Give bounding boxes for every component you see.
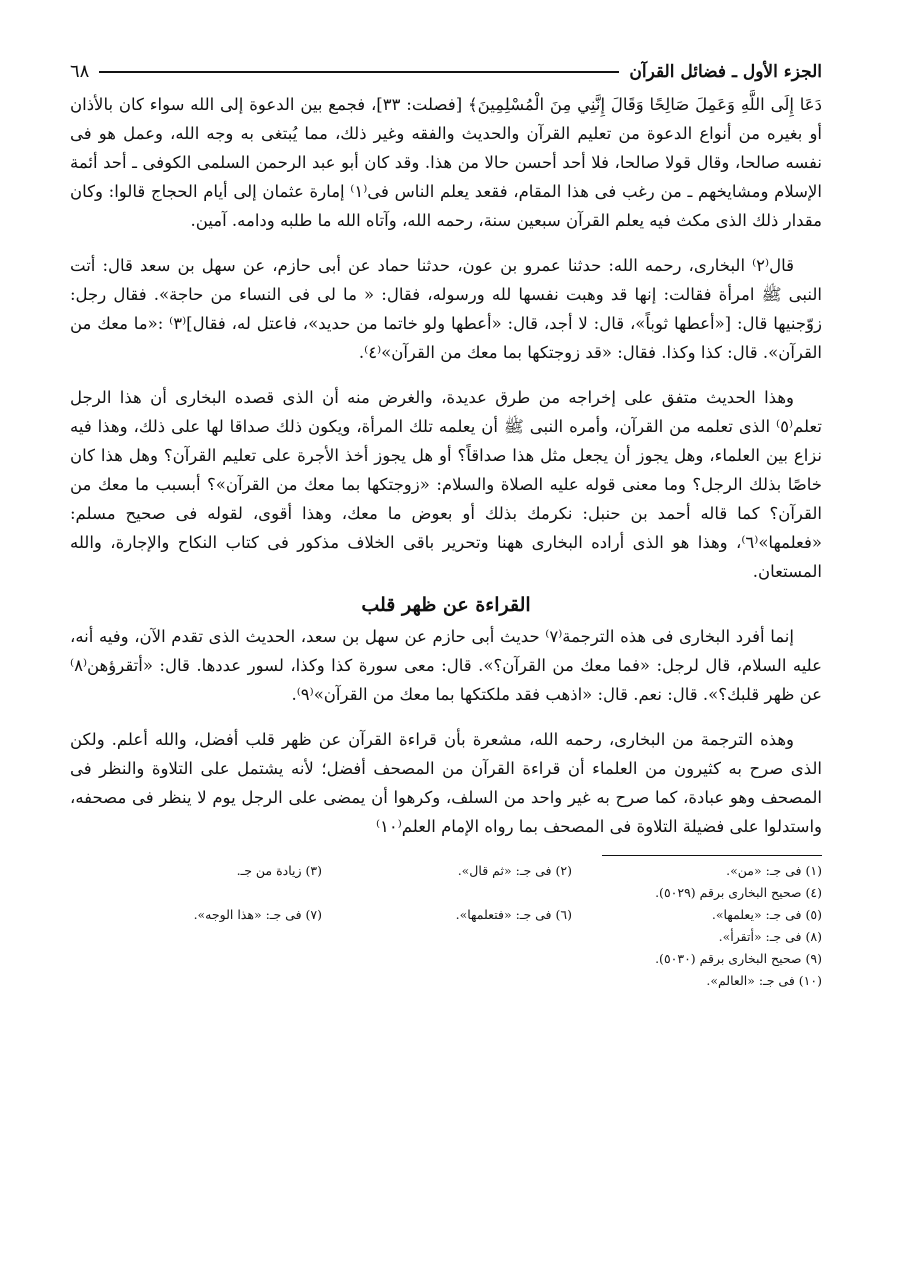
footnote-row bbox=[70, 948, 822, 970]
footnote: (٥) فى جـ: «يعلمها». bbox=[711, 907, 822, 922]
document-page bbox=[70, 58, 822, 992]
paragraph-gap bbox=[70, 235, 822, 251]
footnote-row bbox=[70, 860, 822, 882]
footnote-row bbox=[70, 970, 822, 992]
paragraph: قال⁽٢⁾ البخارى، رحمه الله: حدثنا عمرو بن عون، حدثنا حماد عن أبى حازم، عن سهل بن سعد قال: أتت النبى ﷺ امرأة فقالت: إنها قد وهبت نفسها لله ورسوله، فقال: « ما لى فى النساء من حاجة». فقال رجل: زوّجنيها قال: [«أعطها ثوباً»، قال: لا أجد، قال: «أعطها ولو خاتما من حديد»، فاعتل له، فقال]⁽٣⁾ :«ما معك من القرآن». قال: كذا وكذا. فقال: «قد زوجتكها بما معك من القرآن»⁽٤⁾. bbox=[70, 256, 822, 362]
paragraph: دَعَا إِلَى اللَّهِ وَعَمِلَ صَالِحًا وَقَالَ إِنَّنِي مِنَ الْمُسْلِمِينَ﴾ [فصلت: ٣٣]، فجمع بين الدعوة إلى الله سواء كان بالأذان أو بغيره من أنواع الدعوة من تعليم القرآن والحديث والفقه وغير ذلك، مما يُبتغى به وجه الله، وعمل هو فى نفسه صالحا، وقال قولا صالحا، فلا أحد أحسن حالا من هذا. وقد كان أبو عبد الرحمن السلمى الكوفى ـ أحد أئمة الإسلام ومشايخهم ـ من رغب فى هذا المقام، فقعد يعلم الناس فى⁽١⁾ إمارة عثمان إلى أيام الحجاج قالوا: وكان مقدار ذلك الذى مكث فيه يعلم القرآن سبعين سنة، رحمه الله، وآتاه الله ما طلبه ودامه. آمين. bbox=[70, 95, 822, 230]
footnote-row bbox=[70, 904, 822, 926]
footnote: (٨) فى جـ: «أتقرأ». bbox=[718, 929, 822, 944]
footnote: (٧) فى جـ: «هذا الوجه». bbox=[193, 907, 322, 922]
footnote-row bbox=[70, 926, 822, 948]
footnote: (١٠) فى جـ: «العالم». bbox=[706, 973, 822, 988]
footnote: (٤) صحيح البخارى برقم (٥٠٢٩). bbox=[655, 885, 822, 900]
paragraph-gap bbox=[70, 709, 822, 725]
footnote-separator bbox=[602, 855, 822, 856]
paragraph: وهذه الترجمة من البخارى، رحمه الله، مشعرة بأن قراءة القرآن عن ظهر قلب أفضل، والله أعلم. ولكن الذى صرح به كثيرون من العلماء أن قراءة القرآن من المصحف أفضل؛ لأنه يشتمل على التلاوة والنظر فى المصحف وهو عبادة، كما صرح به غير واحد من السلف، وكرهوا أن يمضى على الرجل يوم لا ينظر فى مصحفه، واستدلوا على فضيلة التلاوة فى المصحف بما رواه الإمام العلم⁽١٠⁾ bbox=[70, 730, 822, 836]
section-heading: القراءة عن ظهر قلب bbox=[361, 594, 531, 616]
footnote: (٩) صحيح البخارى برقم (٥٠٣٠). bbox=[655, 951, 822, 966]
running-title: الجزء الأول ـ فضائل القرآن bbox=[629, 62, 822, 82]
footnote: (٢) فى جـ: «ثم قال». bbox=[457, 863, 572, 878]
header-rule bbox=[99, 71, 619, 73]
footnotes bbox=[70, 860, 822, 992]
footnote: (٦) فى جـ: «فتعلمها». bbox=[455, 907, 572, 922]
footnote-row bbox=[70, 882, 822, 904]
footnote: (٣) زيادة من جـ. bbox=[236, 863, 322, 878]
paragraph: وهذا الحديث متفق على إخراجه من طرق عديدة، والغرض منه أن الذى قصده البخارى أن هذا الرجل تعلم⁽٥⁾ الذى تعلمه من القرآن، وأمره النبى ﷺ أن يعلمه تلك المرأة، ويكون ذلك صداقا لها على ذلك، وهذا فيه نزاع بين العلماء، وهل يجوز أن يجعل مثل هذا صداقاً؟ أو هل يجوز أخذ الأجرة على تعليم القرآن؟ وهل هذا كان خاصًا بذلك الرجل؟ وما معنى قوله عليه الصلاة والسلام: «زوجتكها بما معك من القرآن»؟ أبسبب ما معك من القرآن؟ كما قاله أحمد بن حنبل: نكرمك بذلك أو بعوض ما معك، وهذا أقوى، لقوله فى صحيح مسلم: «فعلمها»⁽٦⁾، وهذا هو الذى أراده البخارى ههنا وتحرير باقى الخلاف مذكور فى كتاب النكاح والإجارة، والله المستعان. bbox=[70, 388, 822, 581]
footnote: (١) فى جـ: «من». bbox=[726, 863, 822, 878]
paragraph: إنما أفرد البخارى فى هذه الترجمة⁽٧⁾ حديث أبى حازم عن سهل بن سعد، الحديث الذى تقدم الآن، وفيه أنه، عليه السلام، قال لرجل: «فما معك من القرآن؟». قال: معى سورة كذا وكذا، لسور عددها. قال: «أتقرؤهن⁽٨⁾ عن ظهر قلبك؟». قال: نعم. قال: «اذهب فقد ملكتكها بما معك من القرآن»⁽٩⁾. bbox=[70, 627, 822, 704]
running-head bbox=[70, 58, 822, 86]
paragraph-gap bbox=[70, 367, 822, 383]
page-number: ٦٨ bbox=[70, 61, 90, 82]
